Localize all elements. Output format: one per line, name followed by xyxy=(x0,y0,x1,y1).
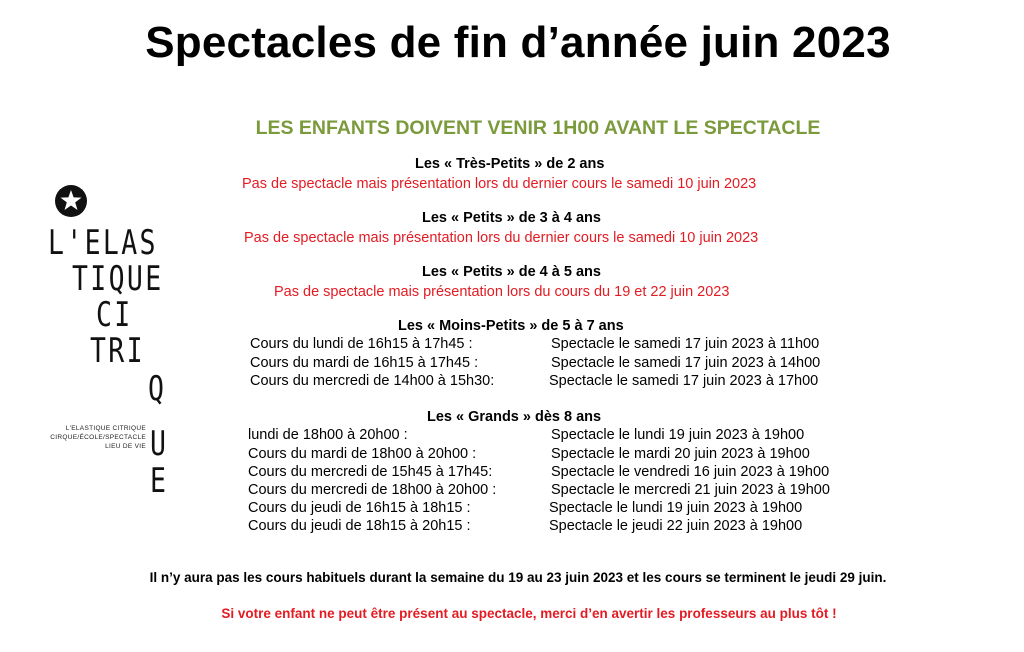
logo-tagline-2: CIRQUE/ÉCOLE/SPECTACLE xyxy=(50,434,146,441)
group-title-petits-4-5: Les « Petits » de 4 à 5 ans xyxy=(422,264,601,280)
course-row-course: Cours du jeudi de 16h15 à 18h15 : xyxy=(248,500,471,516)
course-row-show: Spectacle le samedi 17 juin 2023 à 11h00 xyxy=(551,336,820,352)
footer-notice: Il n’y aura pas les cours habituels durant la semaine du 19 au 23 juin 2023 et les cours se terminent le jeudi 29 juin. xyxy=(149,570,887,585)
course-row-show: Spectacle le lundi 19 juin 2023 à 19h00 xyxy=(551,427,805,443)
group-title-moins-petits: Les « Moins-Petits » de 5 à 7 ans xyxy=(398,318,624,334)
course-row-course: Cours du mercredi de 15h45 à 17h45: xyxy=(248,464,493,480)
course-row-show: Spectacle le vendredi 16 juin 2023 à 19h00 xyxy=(551,464,830,480)
course-row-show: Spectacle le samedi 17 juin 2023 à 14h00 xyxy=(551,355,821,371)
course-row-course: Cours du mardi de 16h15 à 17h45 : xyxy=(250,355,479,371)
page-title: Spectacles de fin d’année juin 2023 xyxy=(145,18,891,67)
logo-tagline-1: L'ELASTIQUE CITRIQUE xyxy=(65,425,146,432)
logo-line-5: Q xyxy=(148,369,167,409)
course-row-course: Cours du mardi de 18h00 à 20h00 : xyxy=(248,446,477,462)
group-note-tres-petits: Pas de spectacle mais présentation lors du dernier cours le samedi 10 juin 2023 xyxy=(242,176,757,192)
logo xyxy=(44,182,194,502)
logo-line-1: L'ELAS xyxy=(48,223,158,263)
footer-alert: Si votre enfant ne peut être présent au spectacle, merci d’en avertir les professeurs au plus tôt ! xyxy=(221,606,837,621)
logo-line-3: CI xyxy=(96,295,133,335)
logo-line-2: TIQUE xyxy=(72,259,164,299)
course-row-course: Cours du mercredi de 18h00 à 20h00 : xyxy=(248,482,497,498)
logo-line-7: E xyxy=(150,461,169,501)
star-circle-icon xyxy=(54,184,88,218)
logo-line-6: U xyxy=(150,424,169,464)
group-note-petits-3-4: Pas de spectacle mais présentation lors du dernier cours le samedi 10 juin 2023 xyxy=(244,230,759,246)
course-row-course: Cours du mercredi de 14h00 à 15h30: xyxy=(250,373,495,389)
logo-tagline-3: LIEU DE VIE xyxy=(105,443,146,450)
logo-line-4: TRI xyxy=(90,331,145,371)
course-row-show: Spectacle le jeudi 22 juin 2023 à 19h00 xyxy=(549,518,803,534)
course-row-course: Cours du lundi de 16h15 à 17h45 : xyxy=(250,336,473,352)
group-title-grands: Les « Grands » dès 8 ans xyxy=(427,409,602,425)
course-row-course: lundi de 18h00 à 20h00 : xyxy=(248,427,408,443)
course-row-show: Spectacle le lundi 19 juin 2023 à 19h00 xyxy=(549,500,803,516)
course-row-show: Spectacle le mardi 20 juin 2023 à 19h00 xyxy=(551,446,810,462)
arrival-notice: LES ENFANTS DOIVENT VENIR 1H00 AVANT LE SPECTACLE xyxy=(255,117,821,139)
course-row-show: Spectacle le mercredi 21 juin 2023 à 19h00 xyxy=(551,482,830,498)
course-row-course: Cours du jeudi de 18h15 à 20h15 : xyxy=(248,518,471,534)
group-note-petits-4-5: Pas de spectacle mais présentation lors du cours du 19 et 22 juin 2023 xyxy=(274,284,730,300)
group-title-tres-petits: Les « Très-Petits » de 2 ans xyxy=(415,156,605,172)
group-title-petits-3-4: Les « Petits » de 3 à 4 ans xyxy=(422,210,601,226)
course-row-show: Spectacle le samedi 17 juin 2023 à 17h00 xyxy=(549,373,819,389)
